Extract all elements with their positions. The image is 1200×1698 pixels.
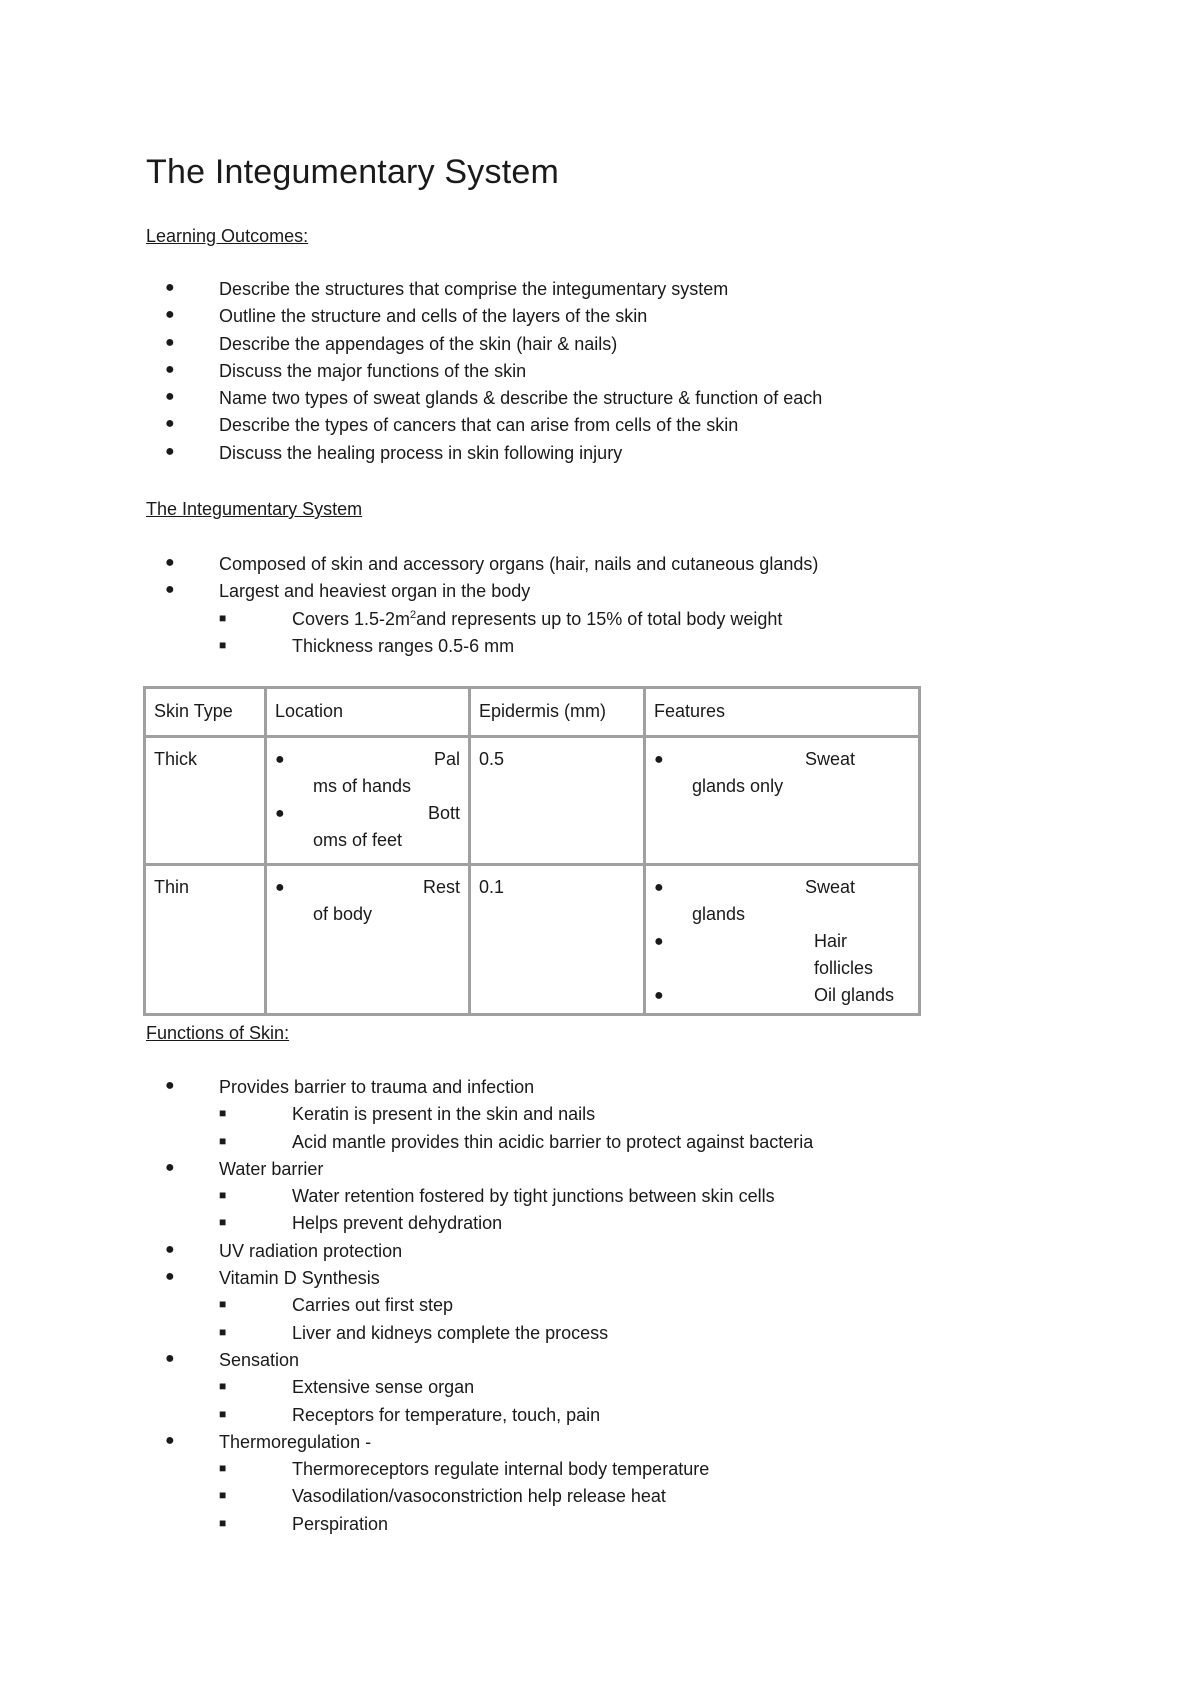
bullet-icon: ●	[165, 279, 175, 296]
list-item: ■ Extensive sense organ	[146, 1374, 813, 1401]
bullet-icon: ●	[275, 805, 285, 822]
square-bullet-icon: ■	[219, 1406, 227, 1421]
cell-list-item: ● Pal ms of hands	[275, 746, 460, 800]
square-bullet-icon: ■	[219, 1297, 227, 1312]
bullet-icon: ●	[165, 306, 175, 324]
bullet-icon: ●	[165, 388, 175, 406]
cell-features	[645, 737, 920, 865]
cell-epidermis: 0.1	[470, 865, 645, 1015]
bullet-icon: ●	[275, 751, 285, 768]
list-item: ■ Carries out first step	[146, 1292, 813, 1319]
cell-skin-type: Thin	[145, 865, 266, 1015]
bullet-icon: ●	[165, 1158, 175, 1176]
bullet-icon: ●	[165, 554, 175, 571]
list-item: ● UV radiation protection	[146, 1238, 813, 1265]
learning-outcomes-heading: Learning Outcomes:	[146, 226, 309, 246]
system-list	[146, 551, 818, 660]
table-row	[145, 737, 920, 865]
list-item: ■ Perspiration	[146, 1511, 813, 1538]
functions-heading: Functions of Skin:	[146, 1023, 290, 1043]
cell-list-item: ● Sweat glands only	[654, 746, 910, 800]
square-bullet-icon: ■	[219, 1515, 227, 1530]
table-row	[145, 865, 920, 1015]
system-heading: The Integumentary System	[146, 499, 363, 519]
list-item: ■ Vasodilation/vasoconstriction help release heat	[146, 1483, 813, 1510]
header-features: Features	[645, 688, 920, 737]
square-bullet-icon: ■	[219, 1461, 227, 1476]
list-item: ■ Thermoreceptors regulate internal body temperature	[146, 1456, 813, 1483]
cell-list-item: ● Hair follicles	[654, 928, 910, 982]
list-item: ● Vitamin D Synthesis	[146, 1265, 813, 1292]
cell-list-item: ● Rest of body	[275, 874, 460, 928]
header-skin-type: Skin Type	[145, 688, 266, 737]
bullet-icon: ●	[165, 1077, 175, 1094]
bullet-icon: ●	[165, 1240, 175, 1258]
square-bullet-icon: ■	[219, 1488, 227, 1503]
skin-type-table	[143, 686, 921, 1016]
bullet-icon: ●	[165, 333, 175, 351]
functions-list	[146, 1074, 813, 1538]
list-item: ● Discuss the healing process in skin following injury	[146, 440, 822, 467]
square-bullet-icon: ■	[219, 1379, 227, 1394]
list-item: ● Largest and heaviest organ in the body	[146, 578, 818, 605]
bullet-icon: ●	[275, 879, 285, 896]
cell-location	[266, 865, 470, 1015]
list-item: ■ Receptors for temperature, touch, pain	[146, 1402, 813, 1429]
bullet-icon: ●	[654, 751, 664, 768]
list-item: ● Sensation	[146, 1347, 813, 1374]
list-item: ■ Keratin is present in the skin and nails	[146, 1101, 813, 1128]
bullet-icon: ●	[165, 1431, 175, 1449]
bullet-icon: ●	[654, 987, 664, 1004]
list-item: ■ Acid mantle provides thin acidic barrier to protect against bacteria	[146, 1129, 813, 1156]
cell-list-item: ● Oil glands	[654, 982, 910, 1009]
list-item: ● Describe the types of cancers that can arise from cells of the skin	[146, 412, 822, 439]
table-header-row	[145, 688, 920, 737]
cell-skin-type: Thick	[145, 737, 266, 865]
list-item: ■ Liver and kidneys complete the process	[146, 1320, 813, 1347]
cell-location	[266, 737, 470, 865]
learning-outcomes-list	[146, 276, 822, 467]
list-item: ● Describe the appendages of the skin (hair & nails)	[146, 331, 822, 358]
bullet-icon: ●	[165, 360, 175, 378]
list-item: ■ Water retention fostered by tight junctions between skin cells	[146, 1183, 813, 1210]
cell-features	[645, 865, 920, 1015]
page-title: The Integumentary System	[146, 153, 559, 191]
square-bullet-icon: ■	[219, 1215, 227, 1230]
square-bullet-icon: ■	[219, 637, 227, 652]
list-item: ■ Thickness ranges 0.5-6 mm	[146, 633, 818, 660]
square-bullet-icon: ■	[219, 1188, 227, 1203]
list-item: ● Thermoregulation -	[146, 1429, 813, 1456]
list-item: ● Composed of skin and accessory organs (hair, nails and cutaneous glands)	[146, 551, 818, 578]
header-epidermis: Epidermis (mm)	[470, 688, 645, 737]
square-bullet-icon: ■	[219, 1106, 227, 1121]
bullet-icon: ●	[654, 879, 664, 896]
list-item: ● Name two types of sweat glands & describe the structure & function of each	[146, 385, 822, 412]
bullet-icon: ●	[165, 581, 175, 599]
cell-list-item: ● Bott oms of feet	[275, 800, 460, 854]
list-item: ● Describe the structures that comprise the integumentary system	[146, 276, 822, 303]
cell-list-item: ● Sweat glands	[654, 874, 910, 928]
cell-epidermis: 0.5	[470, 737, 645, 865]
square-bullet-icon: ■	[219, 1324, 227, 1339]
list-item: ● Outline the structure and cells of the layers of the skin	[146, 303, 822, 330]
square-bullet-icon: ■	[219, 1133, 227, 1148]
list-item: ● Discuss the major functions of the skin	[146, 358, 822, 385]
list-item: ■ Covers $1.5-2m^2and$ represents up to 15% of total body weight	[146, 606, 818, 633]
list-item: ● Provides barrier to trauma and infection	[146, 1074, 813, 1101]
bullet-icon: ●	[165, 442, 175, 460]
square-bullet-icon: ■	[219, 610, 227, 625]
header-location: Location	[266, 688, 470, 737]
bullet-icon: ●	[165, 1268, 175, 1286]
bullet-icon: ●	[654, 933, 664, 950]
list-item: ■ Helps prevent dehydration	[146, 1210, 813, 1237]
bullet-icon: ●	[165, 415, 175, 433]
list-item: ● Water barrier	[146, 1156, 813, 1183]
bullet-icon: ●	[165, 1349, 175, 1367]
